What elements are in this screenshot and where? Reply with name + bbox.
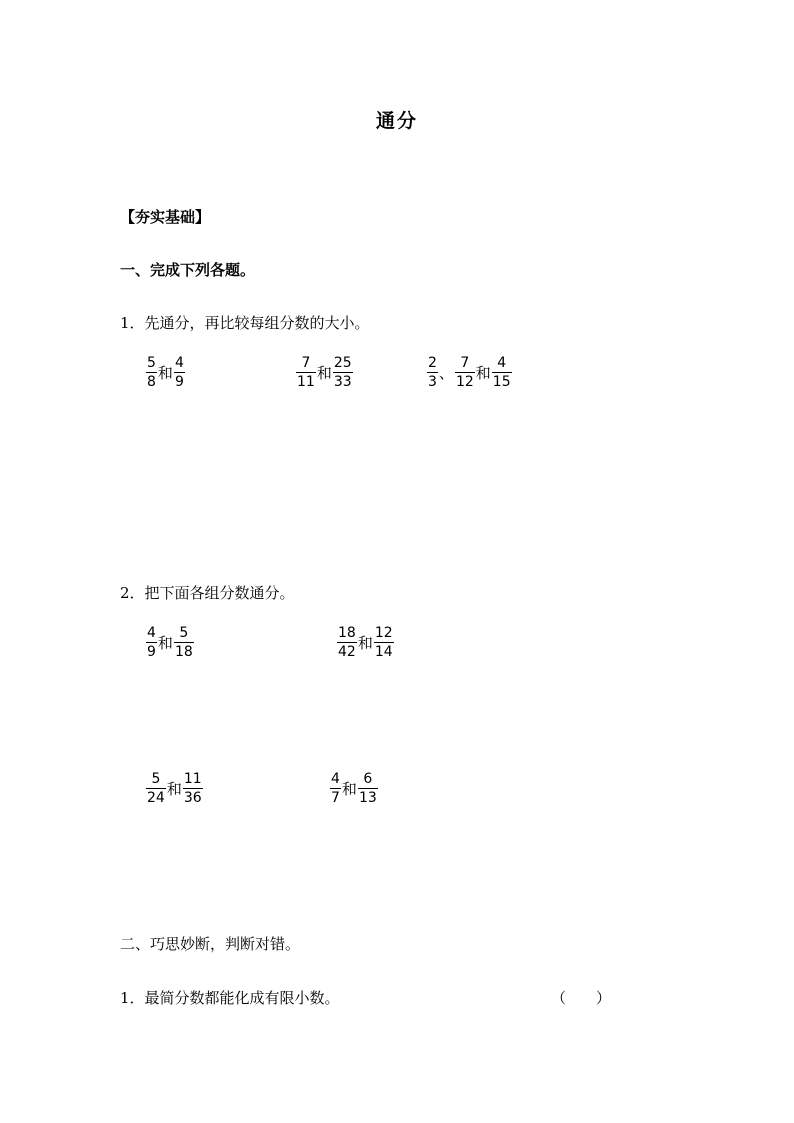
fraction [337, 626, 357, 659]
page-title: 通分 [376, 110, 419, 132]
connector-text: 、 [438, 364, 454, 382]
connector-text: 和 [157, 634, 173, 652]
fraction [183, 772, 203, 805]
fraction-denominator: 33 [333, 374, 352, 390]
connector-text: 和 [157, 364, 173, 382]
fraction-denominator: 12 [455, 374, 474, 390]
fraction-denominator: 24 [147, 790, 165, 806]
fraction-numerator: 5 [179, 625, 189, 641]
fraction [296, 356, 316, 389]
q1-group-3 [427, 356, 512, 389]
fraction-numerator: 4 [174, 355, 184, 371]
fraction [455, 356, 475, 389]
fraction [146, 626, 157, 659]
q1-group-1 [146, 356, 185, 389]
connector-text: 和 [475, 364, 491, 382]
q2-group-4 [330, 772, 378, 805]
q1-label: 1．先通分，再比较每组分数的大小。 [120, 314, 370, 332]
fraction [330, 772, 341, 805]
fraction-numerator: 12 [374, 625, 393, 641]
fraction [358, 772, 378, 805]
q2-group-2 [337, 626, 394, 659]
fraction-numerator: 4 [147, 625, 156, 641]
q1-group-2 [296, 356, 353, 389]
q2-group-3 [146, 772, 203, 805]
fraction-numerator: 4 [497, 355, 507, 371]
fraction-denominator: 15 [492, 374, 511, 390]
fraction-numerator: 6 [363, 771, 373, 787]
fraction [174, 356, 185, 389]
fraction-numerator: 2 [428, 355, 437, 371]
fraction [146, 356, 157, 389]
fraction-denominator: 14 [374, 644, 393, 660]
fraction-denominator: 42 [338, 644, 356, 660]
fraction-denominator: 11 [297, 374, 315, 390]
fraction-denominator: 18 [174, 644, 193, 660]
fraction-numerator: 5 [147, 355, 156, 371]
fraction [492, 356, 512, 389]
connector-text: 和 [357, 634, 373, 652]
connector-text: 和 [341, 780, 357, 798]
section-label-basic: 【夯实基础】 [120, 208, 211, 226]
fraction [174, 626, 194, 659]
fraction-denominator: 9 [147, 644, 156, 660]
connector-text: 和 [166, 780, 182, 798]
fraction-denominator: 8 [147, 374, 156, 390]
fraction-denominator: 36 [183, 790, 202, 806]
fraction-numerator: 11 [183, 771, 202, 787]
fraction-numerator: 7 [301, 355, 311, 371]
part2-heading: 二、巧思妙断，判断对错。 [120, 935, 301, 953]
fraction-numerator: 18 [338, 625, 356, 641]
q2-group-1 [146, 626, 194, 659]
fraction [427, 356, 438, 389]
fraction [146, 772, 166, 805]
fraction [333, 356, 353, 389]
fraction-numerator: 5 [151, 771, 161, 787]
part1-heading: 一、完成下列各题。 [120, 261, 256, 279]
judge-q1-label: 1．最简分数都能化成有限小数。 [120, 989, 340, 1007]
q2-label: 2．把下面各组分数通分。 [120, 584, 295, 602]
fraction-denominator: 9 [174, 374, 184, 390]
fraction-numerator: 4 [331, 771, 340, 787]
answer-parentheses[interactable]: （ ） [551, 989, 612, 1007]
fraction [374, 626, 394, 659]
connector-text: 和 [316, 364, 332, 382]
fraction-denominator: 13 [358, 790, 377, 806]
fraction-denominator: 7 [331, 790, 340, 806]
fraction-numerator: 25 [333, 355, 352, 371]
fraction-numerator: 7 [460, 355, 470, 371]
fraction-denominator: 3 [428, 374, 437, 390]
